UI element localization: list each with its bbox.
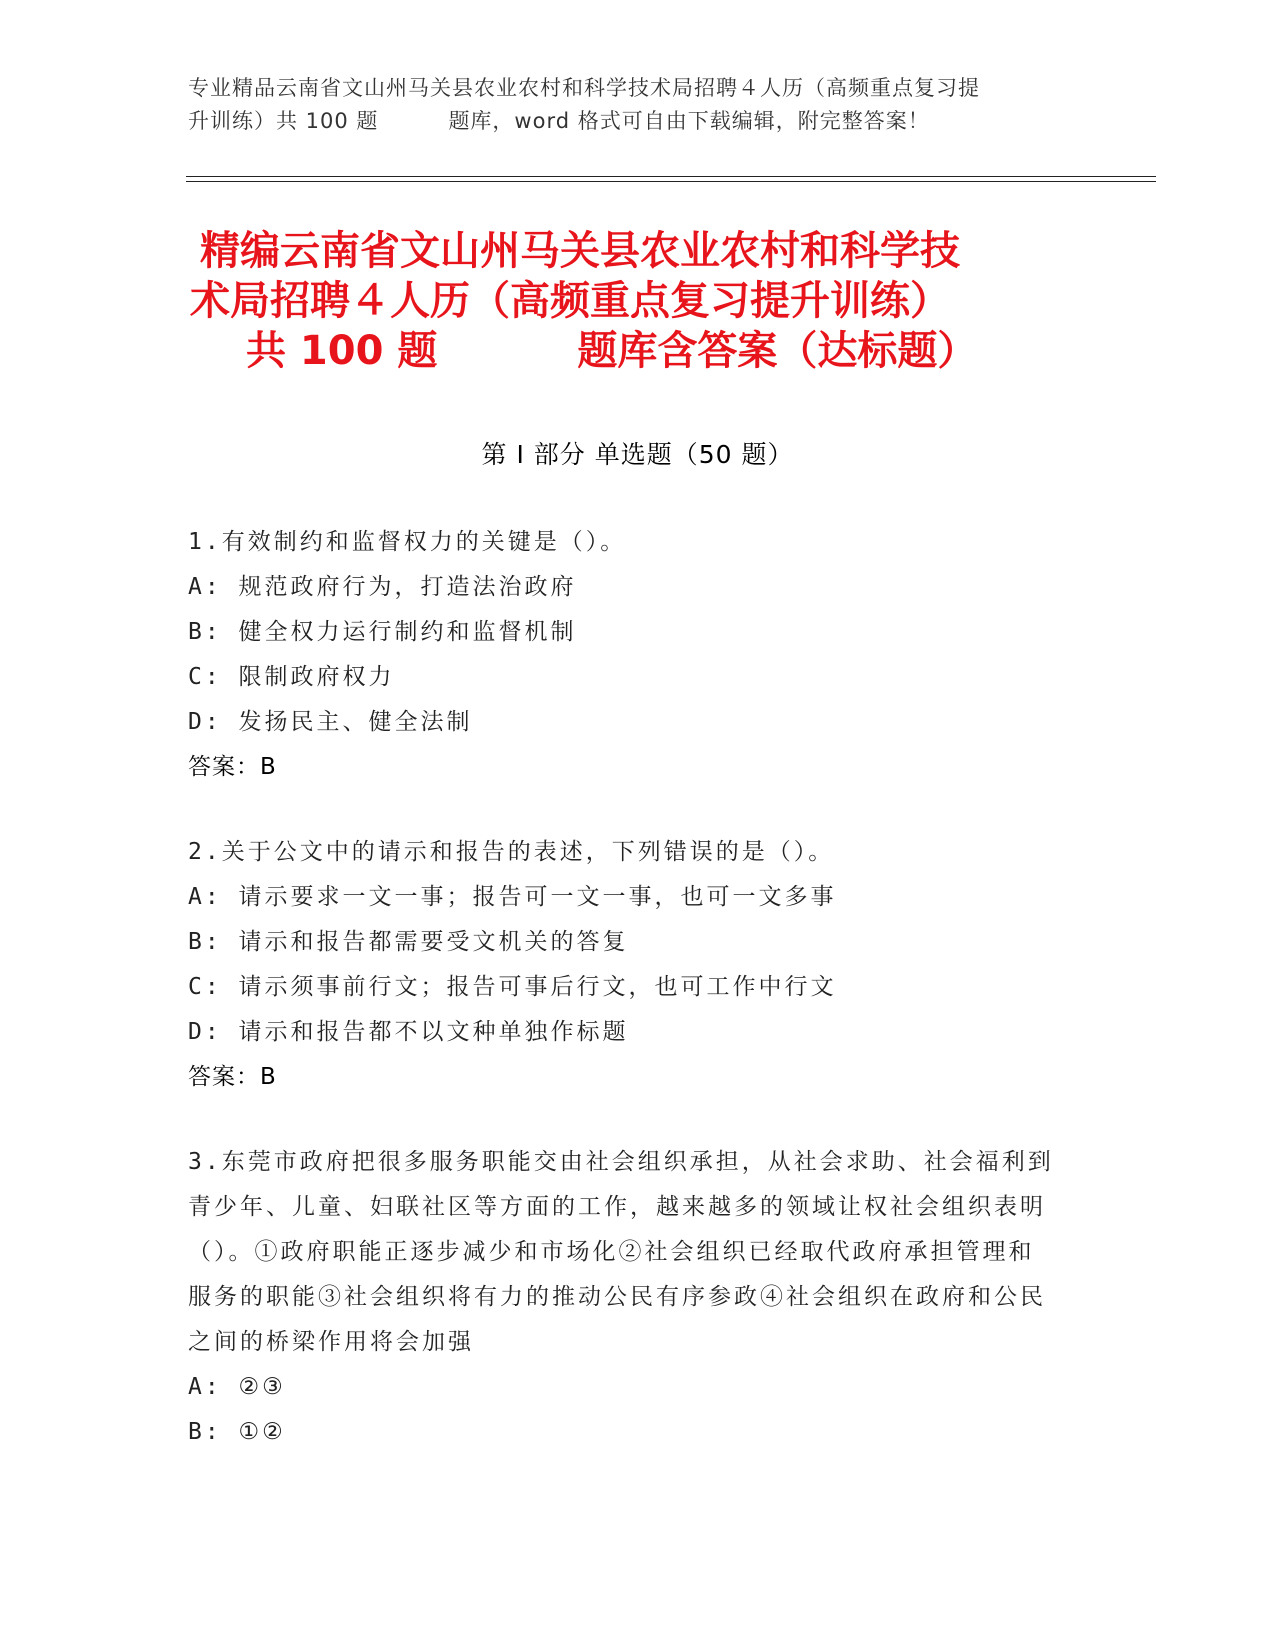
answer: 答案：B <box>188 1064 277 1090</box>
option-b: B: ①② <box>188 1419 286 1445</box>
option-a: A: ②③ <box>188 1374 286 1400</box>
header-rule-bottom <box>186 181 1156 182</box>
title-line-3 <box>190 326 1090 376</box>
option-c: C: 请示须事前行文；报告可事后行文，也可工作中行文 <box>188 974 837 1000</box>
header-line-2b: 题库，word 格式可自由下载编辑，附完整答案！ <box>448 109 930 133</box>
question-1 <box>188 520 1058 790</box>
title-line-3b: 题库含答案（达标题） <box>577 328 978 374</box>
option-d: D: 请示和报告都不以文种单独作标题 <box>188 1019 629 1045</box>
question-stem: 2.关于公文中的请示和报告的表述，下列错误的是（）。 <box>188 839 835 865</box>
title-line-2: 术局招聘４人历（高频重点复习提升训练） <box>190 278 950 324</box>
header-line-2 <box>188 105 1088 138</box>
title-line-1: 精编云南省文山州马关县农业农村和科学技 <box>200 228 960 274</box>
option-a: A: 请示要求一文一事；报告可一文一事，也可一文多事 <box>188 884 837 910</box>
question-list <box>188 520 1058 1495</box>
document-title <box>190 226 1090 376</box>
option-c: C: 限制政府权力 <box>188 664 395 690</box>
header-line-1: 专业精品云南省文山州马关县农业农村和科学技术局招聘４人历（高频重点复习提 <box>188 76 980 100</box>
question-2 <box>188 830 1058 1100</box>
header-rule-top <box>186 176 1156 177</box>
section-heading: 第 I 部分 单选题（50 题） <box>481 440 794 469</box>
page-header <box>188 72 1088 138</box>
question-stem: 1.有效制约和监督权力的关键是（）。 <box>188 529 627 555</box>
option-b: B: 健全权力运行制约和监督机制 <box>188 619 577 645</box>
answer: 答案：B <box>188 754 277 780</box>
option-a: A: 规范政府行为，打造法治政府 <box>188 574 577 600</box>
option-d: D: 发扬民主、健全法制 <box>188 709 473 735</box>
title-line-3a: 共 100 题 <box>246 328 438 374</box>
option-b: B: 请示和报告都需要受文机关的答复 <box>188 929 629 955</box>
header-line-2a: 升训练）共 100 题 <box>188 109 379 133</box>
question-stem: 3.东莞市政府把很多服务职能交由社会组织承担，从社会求助、社会福利到青少年、儿童、妇联社区等方面的工作，越来越多的领域让权社会组织表明（）。①政府职能正逐步减少和市场化②社会组织已经取代政府承担管理和服务的职能③社会组织将有力的推动公民有序参政④社会组织在政府和公民之间的桥梁作用将会加强 <box>188 1149 1054 1355</box>
question-3 <box>188 1140 1058 1455</box>
